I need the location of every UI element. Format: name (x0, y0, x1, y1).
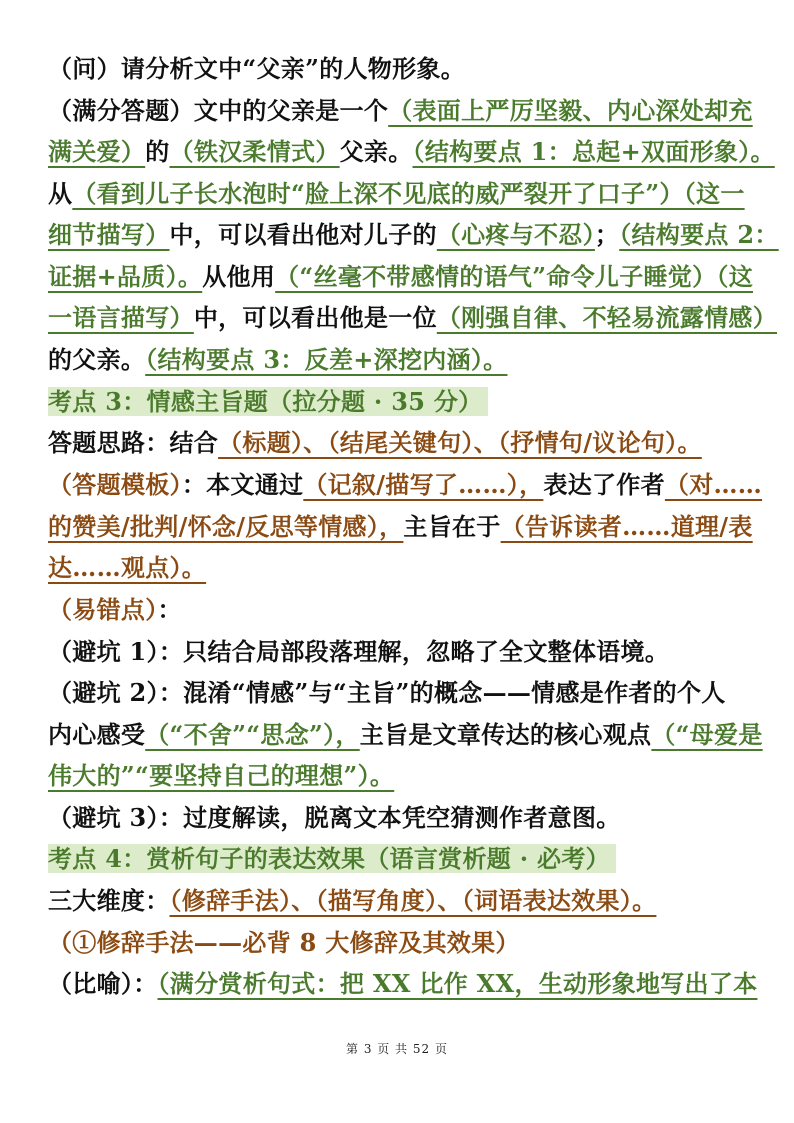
answer-fill-orange: （告诉读者……道理/表 (500, 512, 753, 541)
text-segment: ：本文通过 (181, 470, 304, 499)
answer-fill-green: （“丝毫不带感情的语气”命令儿子睡觉）（这 (275, 262, 754, 291)
answer-fill-green: （刚强自律、不轻易流露情感） (436, 303, 778, 332)
answer-fill-green: （“母爱是 (651, 720, 763, 749)
section-heading: 考点 3：情感主旨题（拉分题 · 35 分） (48, 387, 488, 416)
text-segment: 主旨在于 (403, 512, 501, 541)
text-segment: 内心感受 (48, 720, 146, 749)
text-segment: 从他用 (202, 262, 276, 291)
answer-fill-orange: （修辞手法）、（描写角度）、（词语表达效果）。 (169, 886, 657, 915)
text-line (48, 547, 748, 589)
text-line (48, 672, 748, 714)
answer-fill-green: （“不舍”“思念”）， (145, 720, 360, 749)
label-orange: （易错点） (48, 595, 158, 624)
text-segment: 的 (145, 137, 170, 166)
answer-fill-orange: （记叙/描写了……）， (303, 470, 544, 499)
text-segment: 表达了作者 (543, 470, 665, 499)
answer-fill-orange: 达……观点）。 (48, 553, 207, 582)
answer-fill-green: （满分赏析句式：把 XX 比作 XX，生动形象地写出了本 (157, 969, 758, 998)
text-line (48, 797, 748, 839)
text-line (48, 297, 778, 339)
text-segment: （避坑 1）：只结合局部段落理解，忽略了全文整体语境。 (48, 637, 670, 666)
text-line (48, 838, 748, 880)
answer-fill-orange: 的赞美/批判/怀念/反思等情感）， (48, 512, 404, 541)
text-segment: 主旨是文章传达的核心观点 (359, 720, 652, 749)
text-line (48, 214, 779, 256)
answer-fill-green: 满关爱） (48, 137, 146, 166)
text-segment: （问）请分析文中“父亲”的人物形象。 (48, 54, 466, 83)
text-line (48, 506, 753, 548)
text-line (48, 880, 748, 922)
text-line (48, 381, 748, 423)
page-footer: 第 3 页 共 52 页 (346, 1042, 448, 1056)
text-line (48, 963, 758, 1005)
text-line (48, 90, 753, 132)
text-line (48, 48, 748, 90)
text-segment: 从 (48, 179, 73, 208)
answer-fill-green: （看到儿子长水泡时“脸上深不见底的威严裂开了口子”）（这一 (72, 179, 745, 208)
label-orange: （①修辞手法——必背 8 大修辞及其效果） (48, 928, 520, 957)
text-line (48, 755, 748, 797)
text-segment: 中，可以看出他是一位 (193, 303, 437, 332)
text-line (48, 631, 748, 673)
answer-fill-orange: （对…… (664, 470, 763, 499)
text-segment: 中，可以看出他对儿子的 (169, 220, 437, 249)
text-segment: （满分答题）文中的父亲是一个 (48, 96, 389, 125)
answer-fill-green: （表面上严厉坚毅、内心深处却充 (388, 96, 753, 125)
text-segment: （避坑 3）：过度解读，脱离文本凭空猜测作者意图。 (48, 803, 621, 832)
answer-fill-orange: （标题）、（结尾关键句）、（抒情句/议论句）。 (218, 428, 702, 457)
text-segment: 答题思路：结合 (48, 428, 219, 457)
text-segment: ： (157, 595, 182, 624)
text-line (48, 339, 748, 381)
answer-fill-green: 伟大的”“要坚持自己的理想”）。 (48, 761, 395, 790)
answer-fill-green: （结构要点 1：总起+双面形象）。 (412, 137, 775, 166)
text-line (48, 464, 763, 506)
text-segment: （比喻）： (48, 969, 158, 998)
text-line (48, 922, 748, 964)
answer-fill-green: （结构要点 2： (619, 220, 779, 249)
text-line (48, 173, 748, 215)
text-segment: ； (594, 220, 620, 249)
answer-fill-green: 细节描写） (48, 220, 170, 249)
answer-fill-green: 一语言描写） (48, 303, 194, 332)
text-line (48, 256, 754, 298)
answer-fill-green: （结构要点 3：反差+深挖内涵）。 (145, 345, 508, 374)
answer-fill-green: 证据+品质）。 (48, 262, 203, 291)
label-orange: （答题模板） (48, 470, 182, 499)
section-heading: 考点 4：赏析句子的表达效果（语言赏析题 · 必考） (48, 844, 616, 873)
text-segment: 父亲。 (339, 137, 413, 166)
text-line (48, 131, 775, 173)
text-segment: （避坑 2）：混淆“情感”与“主旨”的概念——情感是作者的个人 (48, 678, 726, 707)
text-line (48, 422, 748, 464)
text-segment: 的父亲。 (48, 345, 146, 374)
text-line (48, 714, 763, 756)
answer-fill-green: （心疼与不忍） (436, 220, 595, 249)
text-line (48, 589, 748, 631)
text-segment: 三大维度： (48, 886, 170, 915)
answer-fill-green: （铁汉柔情式） (169, 137, 340, 166)
